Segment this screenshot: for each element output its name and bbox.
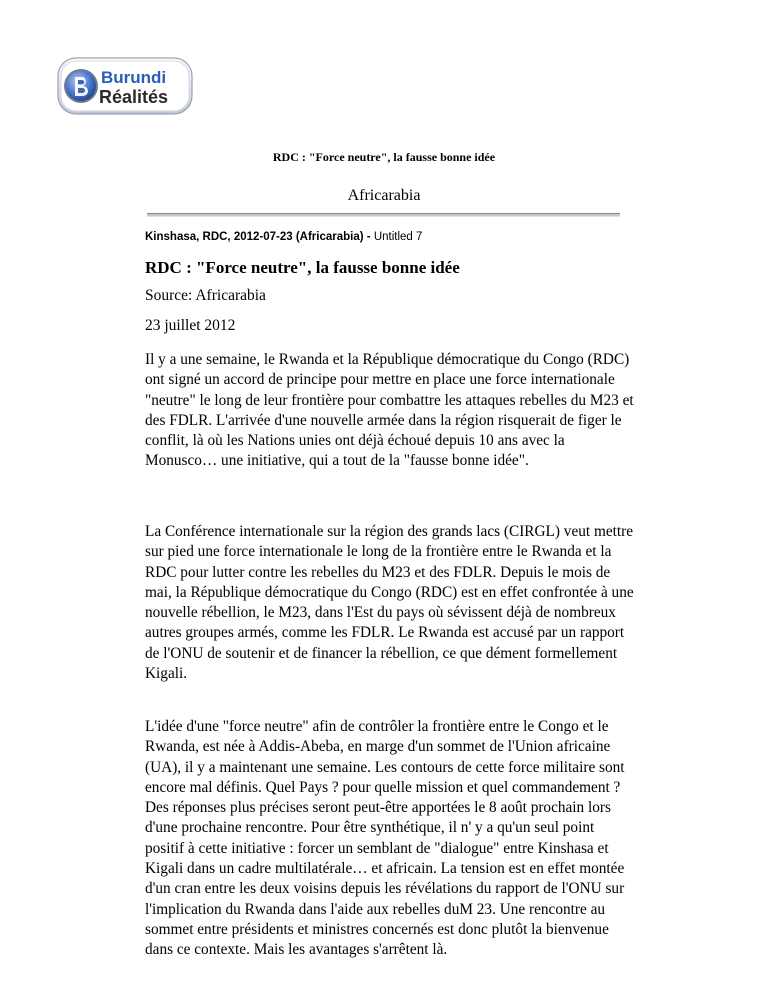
page-title: RDC : "Force neutre", la fausse bonne idée — [272, 150, 496, 164]
article-paragraph-2: La Conférence internationale sur la région des grands lacs (CIRGL) veut mettre sur pied une force internationale le long de la frontière entre le Rwanda et la RDC pour lutter contre les rebelles du M23 et des FDLR. Depuis le mois de mai, la République démocratique du Congo (RDC) est en effet confrontée à une nouvelle rébellion, le M23, dans l'Est du pays où sévissent déjà de nombreux autres groupes armés, comme les FDLR. Le Rwanda est accusé par un rapport de l'ONU de soutenir et de financer la rébellion, ce que dément formellement Kigali. — [145, 523, 634, 683]
article-title: RDC : "Force neutre", la fausse bonne idée — [145, 258, 460, 277]
article-paragraph-1: Il y a une semaine, le Rwanda et la République démocratique du Congo (RDC) ont signé un accord de principe pour mettre en place une force internationale "neutre" le long de leur frontière pour combattre les attaques rebelles du M23 et des FDLR. L'arrivée d'une nouvelle armée dans la région risquerait de figer le conflit, là où les Nations unies ont déjà échoué depuis 10 ans avec la Monusco… une initiative, qui a tout de la "fausse bonne idée". — [145, 351, 634, 470]
logo-line2: Réalités — [99, 87, 169, 107]
dateline-untitled: Untitled 7 — [373, 231, 423, 243]
article-source: Source: Africarabia — [145, 287, 266, 304]
burundi-realites-logo-graphic — [57, 57, 193, 117]
logo-line1: Burundi — [101, 68, 167, 87]
dateline-source: Kinshasa, RDC, 2012-07-23 (Africarabia) - — [145, 231, 371, 243]
dateline — [145, 231, 422, 243]
publication-name: Africarabia — [347, 187, 421, 204]
article-paragraph-3: L'idée d'une "force neutre" afin de contrôler la frontière entre le Congo et le Rwanda, est née à Addis-Abeba, en marge d'un sommet de l'Union africaine (UA), il y a maintenant une semaine. Les contours de cette force militaire sont encore mal définis. Quel Pays ? pour quelle mission et quel commandement ? Des réponses plus précises seront peut-être apportées le 8 août prochain lors d'une prochaine rencontre. Pour être synthétique, il n' y a qu'un seul point positif à cette initiative : forcer un semblant de "dialogue" entre Kinshasa et Kigali dans un cadre multilatérale… et africain. La tension est en effet montée d'un cran entre les deux voisins depuis les révélations du rapport de l'ONU sur l'implication du Rwanda dans l'aide aux rebelles duM 23. Une rencontre au sommet entre présidents et ministres concernés est donc plutôt la bienvenue dans ce contexte. Mais les avantages s'arrêtent là. — [145, 718, 625, 959]
site-logo[interactable] — [57, 57, 193, 117]
header-divider — [147, 213, 620, 217]
article-date: 23 juillet 2012 — [145, 317, 236, 334]
